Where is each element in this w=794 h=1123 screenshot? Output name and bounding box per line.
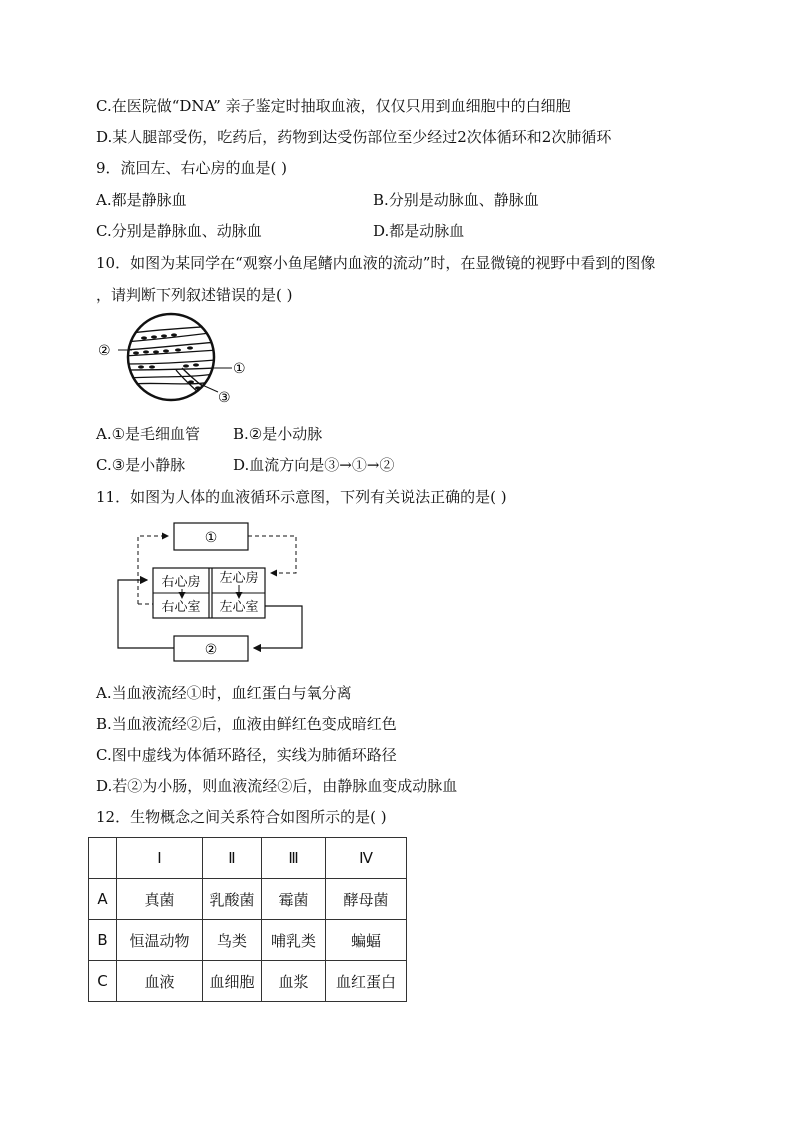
table-cell: 恒温动物	[117, 920, 203, 961]
q9-option-d: D.都是动脉血	[373, 222, 465, 240]
table-cell: 鸟类	[203, 920, 262, 961]
table-cell: 蝙蝠	[326, 920, 407, 961]
table-cell: 哺乳类	[262, 920, 326, 961]
fish-tail-microscope-figure	[96, 312, 256, 410]
table-cell: 霉菌	[262, 879, 326, 920]
q11-option-d: D.若②为小肠，则血液流经②后，由静脉血变成动脉血	[96, 777, 458, 795]
right-ventricle: 右心室	[161, 600, 201, 615]
q11-stem: 11．如图为人体的血液循环示意图，下列有关说法正确的是( )	[96, 488, 507, 506]
q11-option-c: C.图中虚线为体循环路径，实线为肺循环路径	[96, 746, 397, 764]
table-cell: 血液	[117, 961, 203, 1002]
table-row	[89, 879, 407, 920]
q10-option-a: A.①是毛细血管	[96, 425, 201, 443]
q9-option-a: A.都是静脉血	[96, 191, 187, 209]
left-atrium: 左心房	[219, 571, 259, 586]
table-cell: 真菌	[117, 879, 203, 920]
table-cell: 血细胞	[203, 961, 262, 1002]
table-row	[89, 961, 407, 1002]
q10-option-d: D.血流方向是③→①→②	[233, 456, 395, 474]
q8-option-c: C.在医院做“DNA” 亲子鉴定时抽取血液，仅仅只用到血细胞中的白细胞	[96, 97, 571, 115]
left-ventricle: 左心室	[219, 600, 259, 615]
q10-option-b: B.②是小动脉	[233, 425, 323, 443]
table-cell: A	[89, 879, 117, 920]
q12-table	[88, 837, 407, 1002]
q8-option-d: D.某人腿部受伤，吃药后，药物到达受伤部位至少经过2次体循环和2次肺循环	[96, 128, 612, 146]
organ-box-2-label: ②	[204, 642, 218, 658]
label-3: ③	[218, 390, 231, 406]
table-cell: 血浆	[262, 961, 326, 1002]
table-cell: 血红蛋白	[326, 961, 407, 1002]
right-atrium: 右心房	[161, 575, 201, 590]
blood-circulation-diagram	[108, 518, 312, 668]
q11-option-b: B.当血液流经②后，血液由鲜红色变成暗红色	[96, 715, 397, 733]
table-cell: 乳酸菌	[203, 879, 262, 920]
table-header-row	[89, 838, 407, 879]
q10-stem-line1: 10．如图为某同学在“观察小鱼尾鳍内血液的流动”时，在显微镜的视野中看到的图像	[96, 254, 656, 272]
table-header-cell	[89, 838, 117, 879]
table-header-cell: I	[117, 838, 203, 879]
table-cell: B	[89, 920, 117, 961]
q10-option-c: C.③是小静脉	[96, 456, 186, 474]
q10-stem-line2: ，请判断下列叙述错误的是( )	[96, 286, 293, 304]
label-1: ①	[233, 361, 246, 377]
label-2: ②	[98, 343, 111, 359]
table-header-cell: Ⅱ	[203, 838, 262, 879]
q11-option-a: A.当血液流经①时，血红蛋白与氧分离	[96, 684, 352, 702]
table-cell: 酵母菌	[326, 879, 407, 920]
table-row	[89, 920, 407, 961]
q9-option-c: C.分别是静脉血、动脉血	[96, 222, 262, 240]
q9-stem: 9．流回左、右心房的血是( )	[96, 159, 288, 177]
table-header-cell: Ⅲ	[262, 838, 326, 879]
q9-option-b: B.分别是动脉血、静脉血	[373, 191, 539, 209]
table-header-cell: Ⅳ	[326, 838, 407, 879]
label-3-leader	[200, 384, 218, 392]
q12-stem: 12．生物概念之间关系符合如图所示的是( )	[96, 808, 387, 826]
table-cell: C	[89, 961, 117, 1002]
organ-box-1-label: ①	[204, 530, 218, 546]
